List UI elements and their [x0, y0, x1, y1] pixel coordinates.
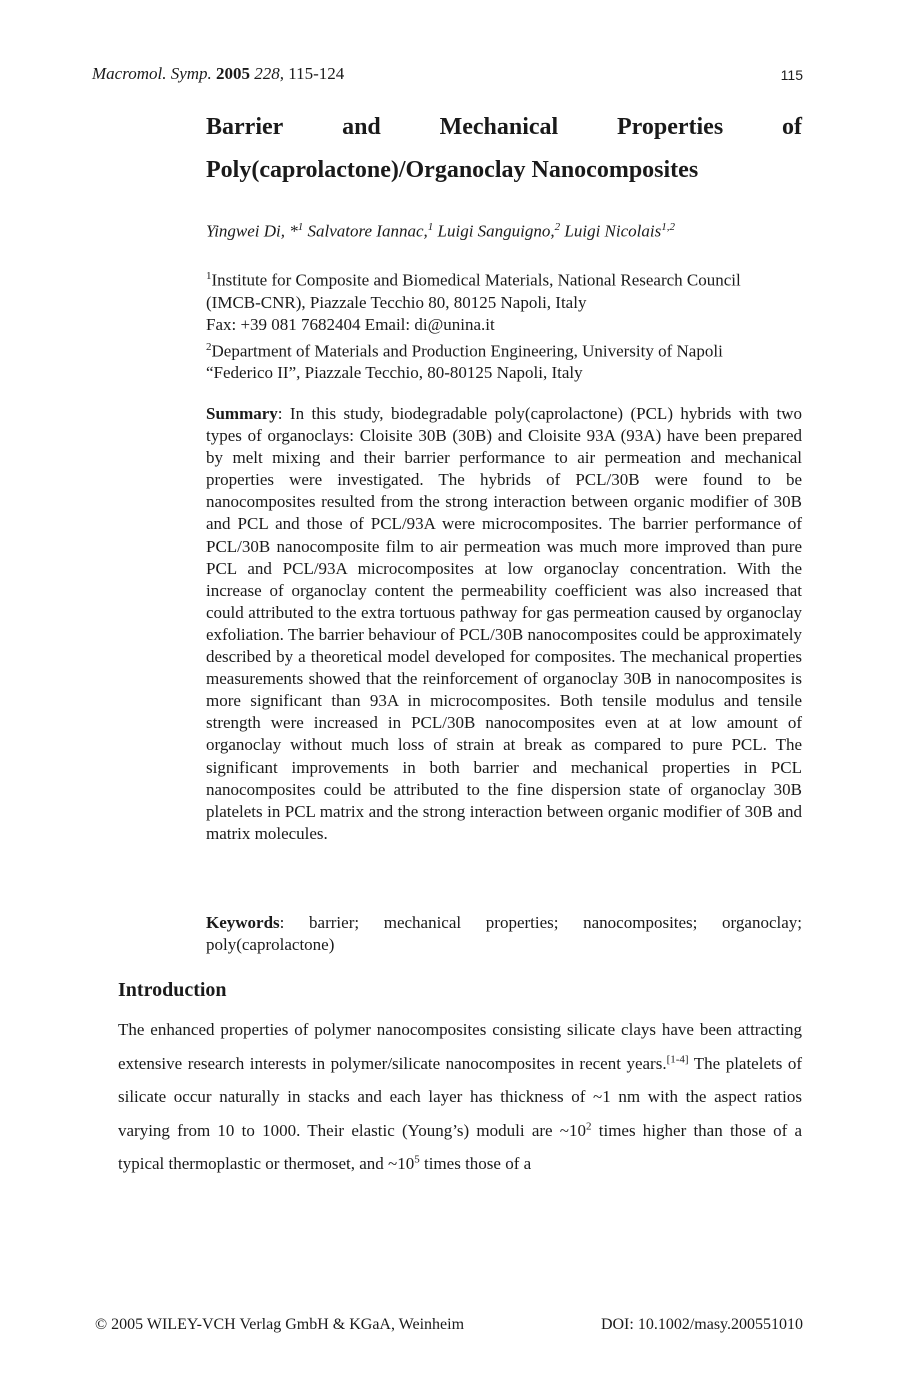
affiliation-2-address: “Federico II”, Piazzale Tecchio, 80-80125 Napoli, Italy [206, 363, 583, 383]
contact-info: Fax: +39 081 7682404 Email: di@unina.it [206, 314, 495, 334]
author-affil-mark: 2 [554, 221, 561, 233]
affil-mark: 2 [206, 340, 212, 353]
affiliations [206, 265, 806, 384]
exponent: 2 [586, 1119, 592, 1132]
author-name: Salvatore Iannac, [303, 221, 428, 241]
affiliation-2: $^2$Department of Materials and Production Engineering, University of Napoli [206, 340, 723, 361]
title-word: Barrier [206, 114, 284, 140]
abstract-text: : In this study, biodegradable poly(caprolactone) (PCL) hybrids with two types of organoclays: Cloisite 30B (30B) and Cloisite 93A (93A) have been prepared by melt mixing and their barrier performance to air permeation and mechanical properties were investigated. The hybrids of PCL/30B were found to be nanocomposites resulted from the strong interaction between organic modifier of 30B and PCL and those of PCL/93A were microcomposites. The barrier performance of PCL/30B nanocomposite film to air permeation was much more improved than pure PCL and PCL/93A microcomposites at low organoclay concentration. With the increase of organoclay content the permeability coefficient was also increased that could attributed to the extra tortuous pathway for gas permeation caused by organoclay exfoliation. The barrier behaviour of PCL/30B nanocomposites could be approximately described by a theoretical model developed for composites. The mechanical properties measurements showed that the reinforcement of organoclay 30B in nanocomposites is more significant than 93A in microcomposites. Both tensile modulus and tensile strength were increased in PCL/30B nanocomposites even at at low amount of organoclay without much loss of strain at break as compared to pure PCL. The significant improvements in both barrier and mechanical properties in PCL nanocomposites could be attributed to the fine dispersion state of organoclay 30B platelets in PCL matrix and the strong interaction between organic modifier of 30B and matrix molecules. [206, 404, 802, 843]
title-word: and [342, 114, 381, 140]
journal-citation [92, 64, 344, 84]
journal-pages: 115-124 [288, 64, 345, 83]
keywords-label: Keywords [206, 913, 280, 932]
affiliation-1: $^1$Institute for Composite and Biomedical Materials, National Research Council [206, 270, 741, 290]
introduction-paragraph: The enhanced properties of polymer nanocomposites consisting silicate clays have been attracting extensive research interests in polymer/silicate nanocomposites in recent years.[1-4] The platelets of silicate occur naturally in stacks and each layer has thickness of ~1 nm with the aspect ratios varying from 10 to 1000. Their elastic (Young’s) moduli are $\sim 10^2$ times higher than those of a typical thermoplastic or thermoset, and $\sim 10^5$ times those of a [118, 1020, 803, 1173]
title-word: Mechanical [439, 114, 559, 140]
section-heading: Introduction [118, 979, 227, 1001]
paper-title-line2: Poly(caprolactone)/Organoclay Nanocomposites [206, 157, 699, 183]
author-affil-mark: 1,2 [661, 221, 675, 233]
journal-volume: 228, [254, 64, 285, 83]
citation-ref: [1-4] [666, 1052, 689, 1065]
title-word: of [781, 114, 802, 140]
title-word: Properties [616, 114, 724, 140]
author-name: Luigi Sanguigno, [433, 221, 555, 241]
page-number: 115 [780, 67, 803, 83]
abstract [206, 403, 802, 845]
abstract-label: Summary [206, 404, 278, 423]
keywords-text: : barrier; mechanical properties; nanocomposites; organoclay; poly(caprolactone) [206, 913, 802, 954]
author-affil-mark: 1 [427, 221, 434, 233]
author-affil-mark: 1 [297, 221, 304, 233]
author-list [206, 221, 675, 242]
paper-title-line1 [206, 114, 802, 141]
keywords [206, 912, 802, 956]
copyright-notice: © 2005 WILEY-VCH Verlag GmbH & KGaA, Weinheim [95, 1316, 465, 1333]
journal-name: Macromol. Symp. [92, 64, 212, 83]
author-name: Luigi Nicolais [560, 221, 662, 241]
journal-year: 2005 [216, 64, 251, 83]
author-name: Yingwei Di, * [206, 221, 298, 241]
doi: DOI: 10.1002/masy.200551010 [600, 1316, 803, 1333]
exponent: 5 [414, 1153, 420, 1166]
affiliation-1-address: (IMCB-CNR), Piazzale Tecchio 80, 80125 Napoli, Italy [206, 292, 587, 312]
affil-mark: 1 [206, 270, 212, 282]
